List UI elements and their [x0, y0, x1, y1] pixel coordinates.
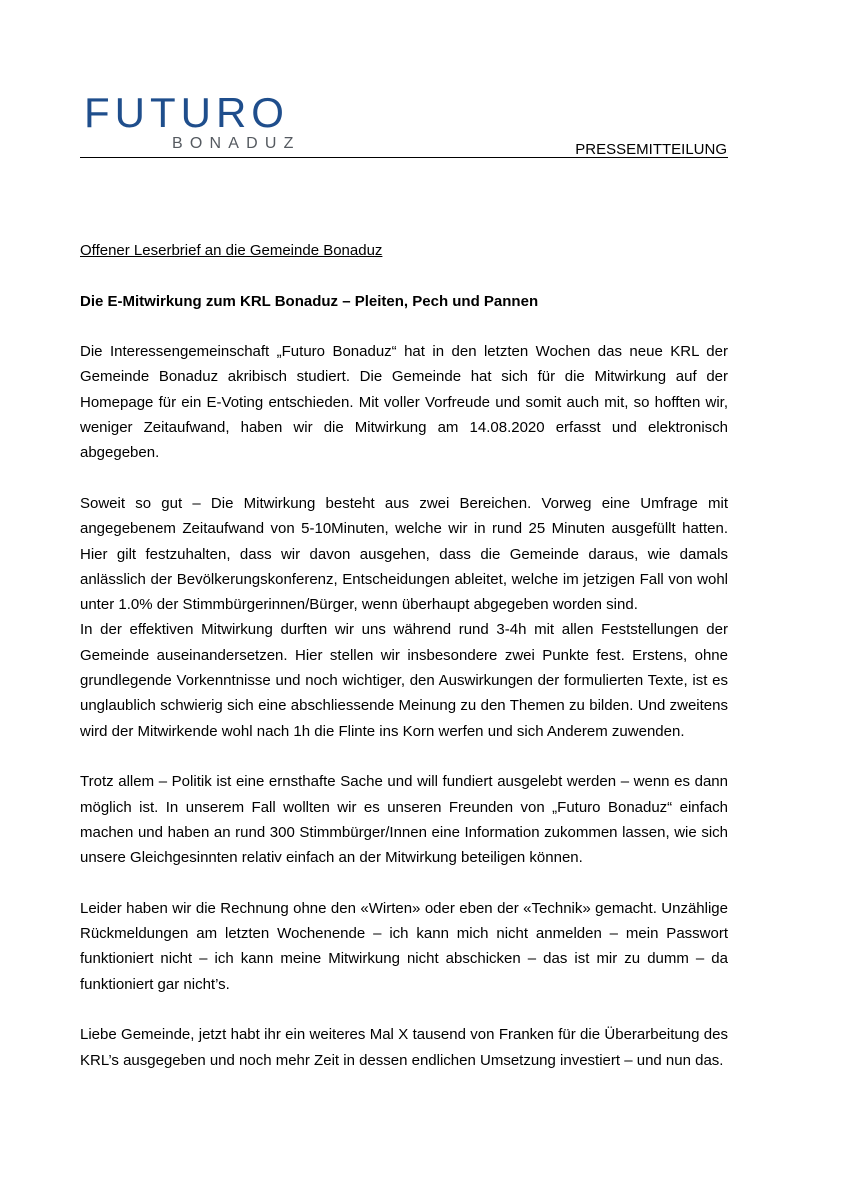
letter-kicker: Offener Leserbrief an die Gemeinde Bonaduz [80, 242, 383, 259]
spacer [80, 870, 728, 895]
paragraph: Trotz allem – Politik ist eine ernsthafte Sache und will fundiert ausgelebt werden – wenn es dann möglich ist. In unserem Fall wollten wir es unseren Freunden von „Futuro Bonaduz“ einfach machen und haben an rund 300 Stimmbürger/Innen eine Information zukommen lassen, wie sich unsere Gleichgesinnten relativ einfach an der Mitwirkung beteiligen können. [80, 773, 728, 867]
spacer [80, 466, 728, 491]
paragraph: Die Interessengemeinschaft „Futuro Bonaduz“ hat in den letzten Wochen das neue KRL der Gemeinde Bonaduz akribisch studiert. Die Gemeinde hat sich für die Mitwirkung auf der Homepage für ein E-Voting entschieden. Mit voller Vorfreude und somit auch mit, so hofften wir, weniger Zeitaufwand, haben wir die Mitwirkung am 14.08.2020 erfasst und elektronisch abgegeben. [80, 343, 728, 462]
paragraph: In der effektiven Mitwirkung durften wir uns während rund 3-4h mit allen Feststellungen der Gemeinde auseinandersetzen. Hier stellen wir insbesondere zwei Punkte fest. Erstens, ohne grundlegende Vorkenntnisse und noch wichtiger, den Auswirkungen der formulierten Texte, ist es unglaublich schwierig sich eine abschliessende Meinung zu den Themen zu bilden. Und zweitens wird der Mitwirkende wohl nach 1h die Flinte ins Korn werfen und sich Anderem zuwenden. [80, 621, 728, 740]
spacer [80, 263, 728, 288]
letter-title: Die E-Mitwirkung zum KRL Bonaduz – Pleiten, Pech und Pannen [80, 292, 539, 310]
paragraph: Leider haben wir die Rechnung ohne den «Wirten» oder eben der «Technik» gemacht. Unzählige Rückmeldungen am letzten Wochenende – ich kann mich nicht anmelden – mein Passwort funktioniert nicht – ich kann meine Mitwirkung nicht abschicken – das ist mir zu dumm – da funktioniert gar nicht’s. [80, 899, 728, 993]
header-divider [80, 157, 728, 158]
paragraph: Soweit so gut – Die Mitwirkung besteht aus zwei Bereichen. Vorweg eine Umfrage mit angegebenem Zeitaufwand von 5-10Minuten, welche wir in rund 25 Minuten ausgefüllt hatten. Hier gilt festzuhalten, dass wir davon ausgehen, dass die Gemeinde daraus, wie damals anlässlich der Bevölkerungskonferenz, Entscheidungen ableitet, welche im jetzigen Fall von wohl unter 1.0% der Stimmbürgerinnen/Bürger, wenn überhaupt abgegeben worden sind. [80, 494, 728, 614]
spacer [80, 997, 728, 1022]
logo-subtitle: BONADUZ [172, 135, 301, 152]
document-type-label: PRESSEMITTEILUNG [575, 141, 727, 158]
letter-body [80, 238, 728, 1073]
futuro-bonaduz-logo [84, 89, 324, 152]
spacer [80, 314, 728, 339]
paragraph: Liebe Gemeinde, jetzt habt ihr ein weiteres Mal X tausend von Franken für die Überarbeitung des KRL’s ausgegeben und noch mehr Zeit in dessen endlichen Umsetzung investiert – und nun das. [80, 1026, 728, 1069]
logo-wordmark: FUTURO [84, 89, 289, 136]
spacer [80, 744, 728, 769]
